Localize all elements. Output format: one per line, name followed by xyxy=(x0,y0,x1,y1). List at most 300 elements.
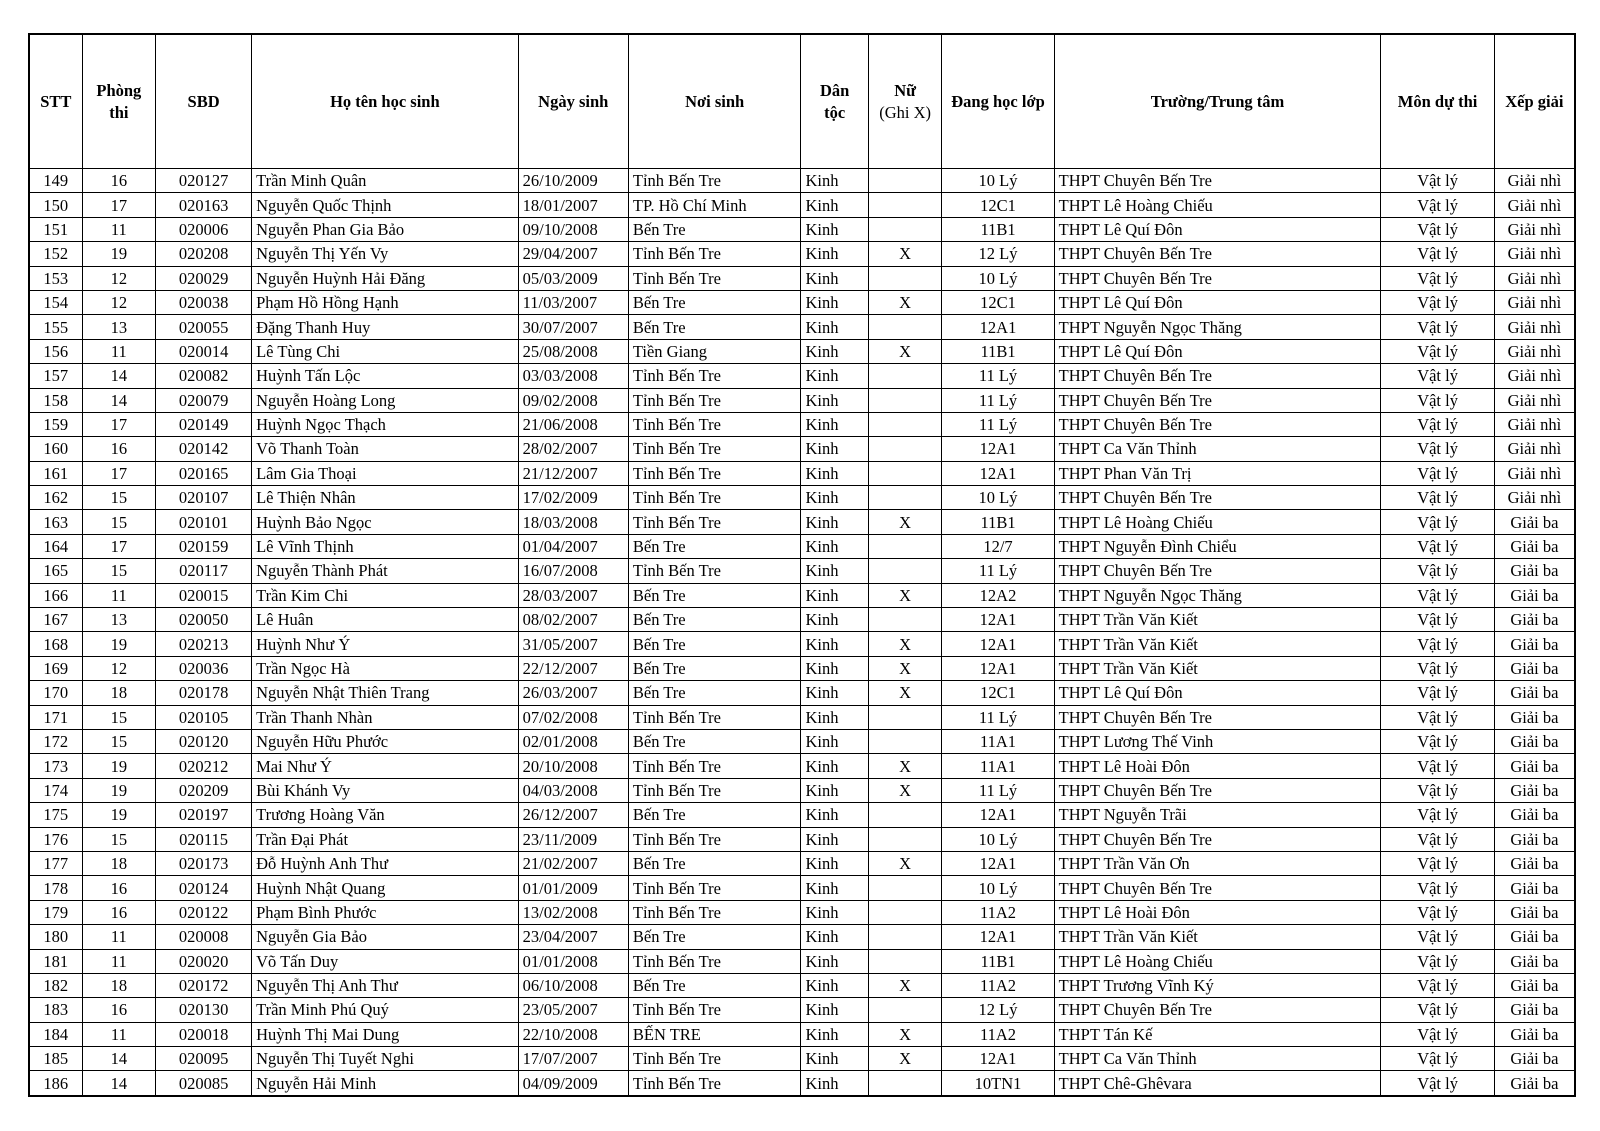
cell-sbd: 020149 xyxy=(156,412,252,436)
cell-school: THPT Lê Hoàng Chiếu xyxy=(1054,510,1381,534)
cell-award: Giải nhì xyxy=(1494,242,1575,266)
table-row xyxy=(29,437,1575,461)
cell-room: 12 xyxy=(82,290,156,314)
cell-sbd: 020127 xyxy=(156,169,252,193)
cell-name: Huỳnh Ngọc Thạch xyxy=(252,412,519,436)
cell-subject: Vật lý xyxy=(1381,681,1494,705)
cell-class: 12A1 xyxy=(942,851,1054,875)
table-row xyxy=(29,510,1575,534)
cell-ethnic: Kinh xyxy=(801,217,868,241)
cell-ethnic: Kinh xyxy=(801,876,868,900)
cell-female: X xyxy=(868,510,942,534)
cell-sbd: 020208 xyxy=(156,242,252,266)
cell-stt: 167 xyxy=(29,608,82,632)
cell-stt: 183 xyxy=(29,998,82,1022)
cell-award: Giải ba xyxy=(1494,754,1575,778)
cell-sbd: 020029 xyxy=(156,266,252,290)
cell-award: Giải ba xyxy=(1494,608,1575,632)
table-row xyxy=(29,193,1575,217)
cell-subject: Vật lý xyxy=(1381,656,1494,680)
table-row xyxy=(29,949,1575,973)
cell-school: THPT Trần Văn Kiết xyxy=(1054,632,1381,656)
results-table xyxy=(28,33,1576,1097)
cell-class: 12A1 xyxy=(942,437,1054,461)
cell-stt: 184 xyxy=(29,1022,82,1046)
cell-stt: 152 xyxy=(29,242,82,266)
cell-stt: 179 xyxy=(29,900,82,924)
cell-school: THPT Ca Văn Thỉnh xyxy=(1054,437,1381,461)
table-row xyxy=(29,315,1575,339)
cell-room: 17 xyxy=(82,534,156,558)
cell-room: 14 xyxy=(82,1047,156,1071)
cell-name: Trần Ngọc Hà xyxy=(252,656,519,680)
cell-sbd: 020212 xyxy=(156,754,252,778)
cell-class: 10 Lý xyxy=(942,876,1054,900)
cell-dob: 31/05/2007 xyxy=(518,632,628,656)
cell-name: Lê Tùng Chi xyxy=(252,339,519,363)
cell-female: X xyxy=(868,339,942,363)
cell-room: 16 xyxy=(82,437,156,461)
table-row xyxy=(29,925,1575,949)
cell-room: 16 xyxy=(82,169,156,193)
cell-name: Lâm Gia Thoại xyxy=(252,461,519,485)
cell-school: THPT Lê Hoài Đôn xyxy=(1054,754,1381,778)
cell-dob: 16/07/2008 xyxy=(518,559,628,583)
cell-award: Giải nhì xyxy=(1494,169,1575,193)
cell-ethnic: Kinh xyxy=(801,998,868,1022)
cell-school: THPT Lê Quí Đôn xyxy=(1054,217,1381,241)
cell-award: Giải ba xyxy=(1494,851,1575,875)
cell-stt: 153 xyxy=(29,266,82,290)
cell-ethnic: Kinh xyxy=(801,388,868,412)
cell-sbd: 020038 xyxy=(156,290,252,314)
cell-female: X xyxy=(868,851,942,875)
cell-award: Giải ba xyxy=(1494,1022,1575,1046)
cell-birthplace: Tỉnh Bến Tre xyxy=(628,754,801,778)
cell-stt: 149 xyxy=(29,169,82,193)
cell-stt: 172 xyxy=(29,729,82,753)
cell-name: Nguyễn Gia Bảo xyxy=(252,925,519,949)
cell-subject: Vật lý xyxy=(1381,364,1494,388)
cell-class: 12A1 xyxy=(942,461,1054,485)
cell-dob: 26/03/2007 xyxy=(518,681,628,705)
cell-birthplace: Bến Tre xyxy=(628,315,801,339)
cell-stt: 170 xyxy=(29,681,82,705)
cell-female xyxy=(868,900,942,924)
cell-school: THPT Nguyễn Trãi xyxy=(1054,803,1381,827)
cell-award: Giải nhì xyxy=(1494,266,1575,290)
cell-school: THPT Chuyên Bến Tre xyxy=(1054,169,1381,193)
cell-class: 11A2 xyxy=(942,900,1054,924)
cell-school: THPT Lê Hoàng Chiếu xyxy=(1054,949,1381,973)
cell-subject: Vật lý xyxy=(1381,583,1494,607)
cell-award: Giải ba xyxy=(1494,925,1575,949)
cell-class: 10TN1 xyxy=(942,1071,1054,1096)
cell-room: 17 xyxy=(82,193,156,217)
header-room-line2: thi xyxy=(109,102,129,122)
cell-stt: 177 xyxy=(29,851,82,875)
cell-school: THPT Chuyên Bến Tre xyxy=(1054,412,1381,436)
cell-class: 11B1 xyxy=(942,339,1054,363)
cell-ethnic: Kinh xyxy=(801,315,868,339)
cell-class: 11 Lý xyxy=(942,559,1054,583)
cell-ethnic: Kinh xyxy=(801,632,868,656)
cell-sbd: 020015 xyxy=(156,583,252,607)
cell-ethnic: Kinh xyxy=(801,193,868,217)
cell-class: 11 Lý xyxy=(942,705,1054,729)
cell-award: Giải nhì xyxy=(1494,315,1575,339)
cell-award: Giải ba xyxy=(1494,705,1575,729)
cell-room: 19 xyxy=(82,803,156,827)
cell-stt: 150 xyxy=(29,193,82,217)
cell-subject: Vật lý xyxy=(1381,729,1494,753)
cell-award: Giải nhì xyxy=(1494,364,1575,388)
cell-school: THPT Chuyên Bến Tre xyxy=(1054,827,1381,851)
cell-room: 14 xyxy=(82,388,156,412)
cell-ethnic: Kinh xyxy=(801,608,868,632)
cell-subject: Vật lý xyxy=(1381,973,1494,997)
cell-birthplace: Bến Tre xyxy=(628,632,801,656)
cell-ethnic: Kinh xyxy=(801,534,868,558)
cell-stt: 160 xyxy=(29,437,82,461)
cell-class: 11A2 xyxy=(942,1022,1054,1046)
cell-stt: 185 xyxy=(29,1047,82,1071)
cell-stt: 159 xyxy=(29,412,82,436)
cell-sbd: 020107 xyxy=(156,486,252,510)
cell-dob: 28/02/2007 xyxy=(518,437,628,461)
cell-dob: 01/04/2007 xyxy=(518,534,628,558)
cell-birthplace: Bến Tre xyxy=(628,534,801,558)
cell-subject: Vật lý xyxy=(1381,998,1494,1022)
cell-name: Võ Thanh Toàn xyxy=(252,437,519,461)
cell-dob: 03/03/2008 xyxy=(518,364,628,388)
cell-school: THPT Nguyễn Ngọc Thăng xyxy=(1054,315,1381,339)
cell-subject: Vật lý xyxy=(1381,827,1494,851)
cell-stt: 186 xyxy=(29,1071,82,1096)
cell-subject: Vật lý xyxy=(1381,169,1494,193)
cell-sbd: 020213 xyxy=(156,632,252,656)
cell-school: THPT Chuyên Bến Tre xyxy=(1054,778,1381,802)
cell-class: 11B1 xyxy=(942,510,1054,534)
cell-female xyxy=(868,461,942,485)
header-stt: STT xyxy=(29,34,82,169)
cell-stt: 182 xyxy=(29,973,82,997)
cell-school: THPT Chuyên Bến Tre xyxy=(1054,388,1381,412)
table-row xyxy=(29,461,1575,485)
cell-ethnic: Kinh xyxy=(801,437,868,461)
cell-female: X xyxy=(868,656,942,680)
cell-stt: 157 xyxy=(29,364,82,388)
cell-name: Mai Như Ý xyxy=(252,754,519,778)
cell-award: Giải nhì xyxy=(1494,388,1575,412)
cell-dob: 13/02/2008 xyxy=(518,900,628,924)
cell-room: 14 xyxy=(82,364,156,388)
cell-birthplace: Tỉnh Bến Tre xyxy=(628,1071,801,1096)
cell-award: Giải ba xyxy=(1494,876,1575,900)
cell-class: 11 Lý xyxy=(942,364,1054,388)
cell-ethnic: Kinh xyxy=(801,583,868,607)
table-row xyxy=(29,339,1575,363)
table-row xyxy=(29,998,1575,1022)
table-row xyxy=(29,559,1575,583)
cell-school: THPT Chuyên Bến Tre xyxy=(1054,876,1381,900)
cell-school: THPT Trần Văn Ơn xyxy=(1054,851,1381,875)
cell-sbd: 020101 xyxy=(156,510,252,534)
table-row xyxy=(29,827,1575,851)
cell-subject: Vật lý xyxy=(1381,412,1494,436)
cell-class: 12/7 xyxy=(942,534,1054,558)
cell-birthplace: Tỉnh Bến Tre xyxy=(628,876,801,900)
header-female-line2: (Ghi X) xyxy=(879,102,931,122)
cell-name: Nguyễn Hải Minh xyxy=(252,1071,519,1096)
cell-birthplace: Bến Tre xyxy=(628,803,801,827)
cell-female xyxy=(868,608,942,632)
cell-award: Giải nhì xyxy=(1494,217,1575,241)
cell-dob: 21/12/2007 xyxy=(518,461,628,485)
cell-name: Nguyễn Phan Gia Bảo xyxy=(252,217,519,241)
cell-name: Nguyễn Thành Phát xyxy=(252,559,519,583)
cell-name: Trần Thanh Nhàn xyxy=(252,705,519,729)
cell-dob: 11/03/2007 xyxy=(518,290,628,314)
cell-award: Giải nhì xyxy=(1494,437,1575,461)
cell-room: 11 xyxy=(82,217,156,241)
cell-school: THPT Lê Quí Đôn xyxy=(1054,290,1381,314)
cell-female xyxy=(868,217,942,241)
header-birthplace: Nơi sinh xyxy=(628,34,801,169)
header-sbd: SBD xyxy=(156,34,252,169)
cell-birthplace: TP. Hồ Chí Minh xyxy=(628,193,801,217)
cell-class: 11 Lý xyxy=(942,778,1054,802)
cell-class: 12A1 xyxy=(942,925,1054,949)
cell-stt: 176 xyxy=(29,827,82,851)
cell-school: THPT Trần Văn Kiết xyxy=(1054,656,1381,680)
table-row xyxy=(29,242,1575,266)
cell-dob: 26/10/2009 xyxy=(518,169,628,193)
cell-name: Huỳnh Bảo Ngọc xyxy=(252,510,519,534)
cell-name: Trần Kim Chi xyxy=(252,583,519,607)
cell-dob: 23/04/2007 xyxy=(518,925,628,949)
cell-class: 12C1 xyxy=(942,290,1054,314)
cell-school: THPT Nguyễn Ngọc Thăng xyxy=(1054,583,1381,607)
cell-sbd: 020130 xyxy=(156,998,252,1022)
cell-ethnic: Kinh xyxy=(801,973,868,997)
cell-sbd: 020055 xyxy=(156,315,252,339)
cell-birthplace: Tỉnh Bến Tre xyxy=(628,510,801,534)
header-room-line1: Phòng xyxy=(96,81,142,101)
cell-sbd: 020122 xyxy=(156,900,252,924)
cell-subject: Vật lý xyxy=(1381,754,1494,778)
cell-subject: Vật lý xyxy=(1381,193,1494,217)
cell-stt: 175 xyxy=(29,803,82,827)
table-row xyxy=(29,705,1575,729)
cell-dob: 22/12/2007 xyxy=(518,656,628,680)
cell-sbd: 020018 xyxy=(156,1022,252,1046)
cell-award: Giải ba xyxy=(1494,583,1575,607)
cell-sbd: 020172 xyxy=(156,973,252,997)
cell-dob: 29/04/2007 xyxy=(518,242,628,266)
cell-stt: 155 xyxy=(29,315,82,339)
table-header xyxy=(29,34,1575,169)
cell-birthplace: Bến Tre xyxy=(628,656,801,680)
cell-school: THPT Tán Kế xyxy=(1054,1022,1381,1046)
cell-stt: 162 xyxy=(29,486,82,510)
cell-female xyxy=(868,876,942,900)
cell-name: Nguyễn Thị Anh Thư xyxy=(252,973,519,997)
table-row xyxy=(29,486,1575,510)
cell-award: Giải ba xyxy=(1494,827,1575,851)
cell-award: Giải ba xyxy=(1494,1071,1575,1096)
cell-award: Giải ba xyxy=(1494,681,1575,705)
cell-birthplace: Tỉnh Bến Tre xyxy=(628,364,801,388)
cell-birthplace: Bến Tre xyxy=(628,217,801,241)
cell-dob: 09/10/2008 xyxy=(518,217,628,241)
cell-school: THPT Chê-Ghêvara xyxy=(1054,1071,1381,1096)
cell-subject: Vật lý xyxy=(1381,339,1494,363)
cell-class: 12A1 xyxy=(942,803,1054,827)
cell-female xyxy=(868,437,942,461)
cell-ethnic: Kinh xyxy=(801,803,868,827)
cell-ethnic: Kinh xyxy=(801,364,868,388)
cell-school: THPT Trương Vĩnh Ký xyxy=(1054,973,1381,997)
cell-ethnic: Kinh xyxy=(801,681,868,705)
cell-ethnic: Kinh xyxy=(801,656,868,680)
cell-subject: Vật lý xyxy=(1381,608,1494,632)
cell-sbd: 020209 xyxy=(156,778,252,802)
cell-ethnic: Kinh xyxy=(801,1047,868,1071)
cell-ethnic: Kinh xyxy=(801,266,868,290)
cell-ethnic: Kinh xyxy=(801,169,868,193)
cell-class: 12C1 xyxy=(942,193,1054,217)
cell-room: 13 xyxy=(82,608,156,632)
cell-award: Giải ba xyxy=(1494,534,1575,558)
cell-ethnic: Kinh xyxy=(801,559,868,583)
cell-sbd: 020197 xyxy=(156,803,252,827)
cell-room: 11 xyxy=(82,583,156,607)
cell-room: 11 xyxy=(82,925,156,949)
cell-school: THPT Chuyên Bến Tre xyxy=(1054,486,1381,510)
cell-subject: Vật lý xyxy=(1381,925,1494,949)
cell-name: Phạm Bình Phước xyxy=(252,900,519,924)
cell-female xyxy=(868,949,942,973)
table-row xyxy=(29,851,1575,875)
cell-stt: 168 xyxy=(29,632,82,656)
cell-stt: 178 xyxy=(29,876,82,900)
cell-birthplace: Tỉnh Bến Tre xyxy=(628,1047,801,1071)
cell-birthplace: Tỉnh Bến Tre xyxy=(628,437,801,461)
cell-dob: 21/06/2008 xyxy=(518,412,628,436)
cell-class: 12 Lý xyxy=(942,998,1054,1022)
cell-dob: 28/03/2007 xyxy=(518,583,628,607)
cell-class: 12A1 xyxy=(942,315,1054,339)
cell-class: 12A1 xyxy=(942,656,1054,680)
table-row xyxy=(29,656,1575,680)
table-row xyxy=(29,364,1575,388)
cell-award: Giải nhì xyxy=(1494,339,1575,363)
table-row xyxy=(29,1047,1575,1071)
cell-dob: 23/05/2007 xyxy=(518,998,628,1022)
cell-stt: 161 xyxy=(29,461,82,485)
cell-birthplace: Bến Tre xyxy=(628,851,801,875)
cell-ethnic: Kinh xyxy=(801,754,868,778)
cell-dob: 18/01/2007 xyxy=(518,193,628,217)
cell-female: X xyxy=(868,973,942,997)
cell-sbd: 020120 xyxy=(156,729,252,753)
cell-subject: Vật lý xyxy=(1381,851,1494,875)
cell-room: 15 xyxy=(82,486,156,510)
cell-birthplace: Bến Tre xyxy=(628,973,801,997)
cell-room: 15 xyxy=(82,705,156,729)
cell-subject: Vật lý xyxy=(1381,705,1494,729)
cell-name: Trần Đại Phát xyxy=(252,827,519,851)
cell-birthplace: Tỉnh Bến Tre xyxy=(628,388,801,412)
cell-name: Nguyễn Nhật Thiên Trang xyxy=(252,681,519,705)
cell-birthplace: Bến Tre xyxy=(628,583,801,607)
cell-ethnic: Kinh xyxy=(801,1071,868,1096)
cell-stt: 166 xyxy=(29,583,82,607)
cell-dob: 05/03/2009 xyxy=(518,266,628,290)
cell-ethnic: Kinh xyxy=(801,949,868,973)
cell-birthplace: Bến Tre xyxy=(628,729,801,753)
cell-sbd: 020105 xyxy=(156,705,252,729)
cell-room: 18 xyxy=(82,681,156,705)
table-row xyxy=(29,681,1575,705)
cell-dob: 18/03/2008 xyxy=(518,510,628,534)
cell-female xyxy=(868,388,942,412)
cell-female: X xyxy=(868,242,942,266)
cell-dob: 20/10/2008 xyxy=(518,754,628,778)
cell-stt: 180 xyxy=(29,925,82,949)
cell-name: Bùi Khánh Vy xyxy=(252,778,519,802)
cell-dob: 04/09/2009 xyxy=(518,1071,628,1096)
cell-subject: Vật lý xyxy=(1381,461,1494,485)
cell-room: 19 xyxy=(82,754,156,778)
cell-school: THPT Chuyên Bến Tre xyxy=(1054,242,1381,266)
cell-ethnic: Kinh xyxy=(801,510,868,534)
cell-female xyxy=(868,315,942,339)
cell-ethnic: Kinh xyxy=(801,827,868,851)
cell-subject: Vật lý xyxy=(1381,486,1494,510)
cell-dob: 02/01/2008 xyxy=(518,729,628,753)
cell-room: 19 xyxy=(82,778,156,802)
cell-ethnic: Kinh xyxy=(801,486,868,510)
cell-dob: 06/10/2008 xyxy=(518,973,628,997)
cell-class: 11 Lý xyxy=(942,388,1054,412)
cell-school: THPT Nguyễn Đình Chiểu xyxy=(1054,534,1381,558)
cell-stt: 158 xyxy=(29,388,82,412)
cell-sbd: 020079 xyxy=(156,388,252,412)
cell-room: 11 xyxy=(82,949,156,973)
cell-dob: 30/07/2007 xyxy=(518,315,628,339)
table-row xyxy=(29,900,1575,924)
cell-subject: Vật lý xyxy=(1381,437,1494,461)
cell-sbd: 020050 xyxy=(156,608,252,632)
cell-award: Giải ba xyxy=(1494,949,1575,973)
cell-dob: 26/12/2007 xyxy=(518,803,628,827)
cell-female xyxy=(868,729,942,753)
cell-name: Nguyễn Thị Tuyết Nghi xyxy=(252,1047,519,1071)
cell-stt: 171 xyxy=(29,705,82,729)
cell-birthplace: BẾN TRE xyxy=(628,1022,801,1046)
cell-subject: Vật lý xyxy=(1381,510,1494,534)
header-ethnic-line2: tộc xyxy=(824,102,846,122)
cell-birthplace: Tỉnh Bến Tre xyxy=(628,778,801,802)
cell-stt: 163 xyxy=(29,510,82,534)
cell-sbd: 020165 xyxy=(156,461,252,485)
table-row xyxy=(29,583,1575,607)
cell-stt: 154 xyxy=(29,290,82,314)
cell-female xyxy=(868,486,942,510)
cell-female: X xyxy=(868,290,942,314)
